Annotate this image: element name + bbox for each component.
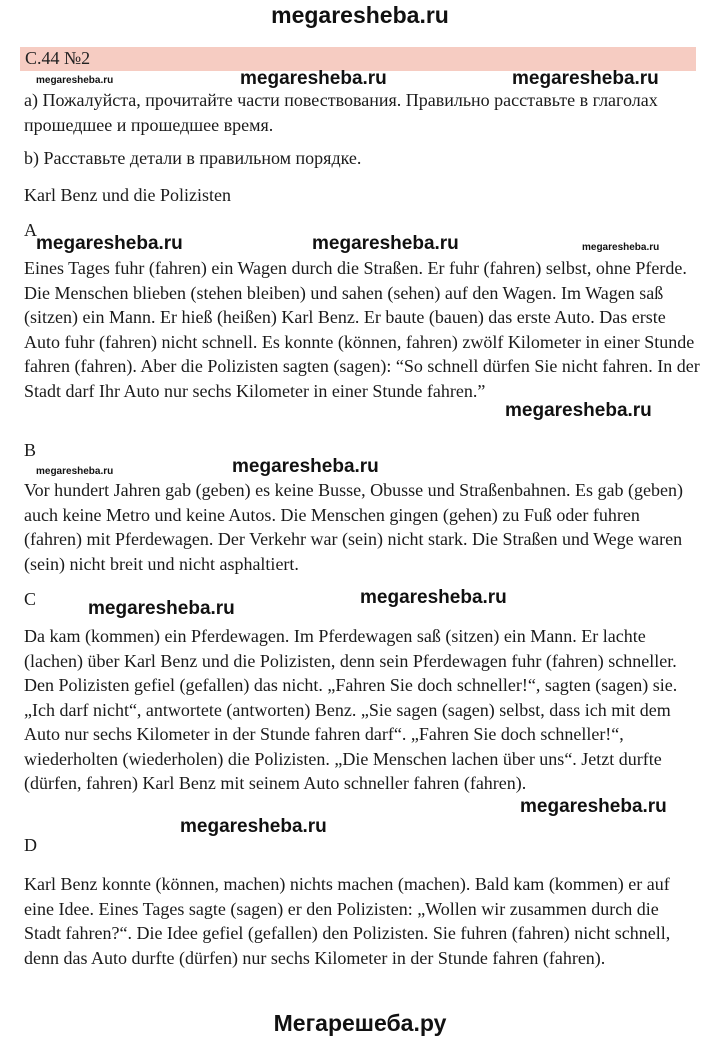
watermark: megaresheba.ru <box>240 68 387 89</box>
watermark: megaresheba.ru <box>312 233 459 254</box>
section-label-b: B <box>24 440 37 460</box>
section-label-c: C <box>24 589 37 609</box>
section-label-a: A <box>24 220 37 240</box>
watermark: megaresheba.ru <box>512 68 659 89</box>
task-number: С.44 №2 <box>25 48 91 68</box>
section-text-a: Eines Tages fuhr (fahren) ein Wagen durch die Straßen. Er fuhr (fahren) selbst, ohne Pferde. Die Menschen blieben (stehen bleiben) und sahen (sehen) auf den Wagen. Im Wagen saß (sitzen) ein Mann. Er hieß (heißen) Karl Benz. Er baute (bauen) das erste Auto. Das erste Auto fuhr (fahren) nicht schnell. Es konnte (können, fahren) zwölf Kilometer in einer Stunde fahren (fahren). Aber die Polizisten sagten (sagen): “So schnell dürfen Sie nicht fahren. In der Stadt darf Ihr Auto nur sechs Kilometer in einer Stunde fahren.” <box>24 258 700 401</box>
watermark: megaresheba.ru <box>505 400 652 421</box>
watermark: megaresheba.ru <box>36 233 183 254</box>
section-label-d: D <box>24 835 37 855</box>
section-text-c: Da kam (kommen) ein Pferdewagen. Im Pferdewagen saß (sitzen) ein Mann. Er lachte (lachen) über Karl Benz und die Polizisten, denn sein Pferdewagen fuhr (fahren) schneller. Den Polizisten gefiel (gefallen) das nicht. „Fahren Sie doch schneller!“, sagten (sagen) sie. „Ich darf nicht“, antwortete (antworten) Benz. „Sie sagen (sagen) selbst, dass ich mit dem Auto nur sechs Kilometer in der Stunde fahren darf“. „Fahren Sie doch schneller!“, wiederholten (wiederholen) die Polizisten. „Die Menschen lachen über uns“. Jetzt durfte (dürfen, fahren) Karl Benz mit seinem Auto schneller fahren (fahren). <box>24 626 678 793</box>
site-title[interactable]: megaresheba.ru <box>271 2 449 28</box>
watermark: megaresheba.ru <box>360 587 507 608</box>
watermark: megaresheba.ru <box>232 456 379 477</box>
story-title: Karl Benz und die Polizisten <box>24 185 231 205</box>
watermark: megaresheba.ru <box>520 796 667 817</box>
section-text-b: Vor hundert Jahren gab (geben) es keine Busse, Obusse und Straßenbahnen. Es gab (geben) auch keine Metro und keine Autos. Die Menschen gingen (gehen) zu Fuß oder fuhren (fahren) mit Pferdewagen. Der Verkehr war (sein) nicht stark. Die Straßen und Wege waren (sein) nicht breit und nicht asphaltiert. <box>24 480 683 574</box>
watermark: megaresheba.ru <box>36 75 114 86</box>
watermark: megaresheba.ru <box>582 242 660 253</box>
instruction-a: a) Пожалуйста, прочитайте части повествования. Правильно расставьте в глаголах прошедшее и прошедшее время. <box>24 90 658 135</box>
watermark: megaresheba.ru <box>36 466 114 477</box>
instruction-b: b) Расставьте детали в правильном порядке. <box>24 148 362 168</box>
watermark: megaresheba.ru <box>88 598 235 619</box>
watermark: megaresheba.ru <box>180 816 327 837</box>
footer-brand[interactable]: Мегарешеба.ру <box>273 1010 447 1036</box>
section-text-d: Karl Benz konnte (können, machen) nichts machen (machen). Bald kam (kommen) er auf eine Idee. Eines Tages sagte (sagen) er den Polizisten: „Wollen wir zusammen durch die Stadt fahren?“. Die Idee gefiel (gefallen) den Polizisten. Sie fuhren (fahren) nicht schnell, denn das Auto durfte (dürfen) nur sechs Kilometer in der Stunde fahren (fahren). <box>24 874 671 968</box>
